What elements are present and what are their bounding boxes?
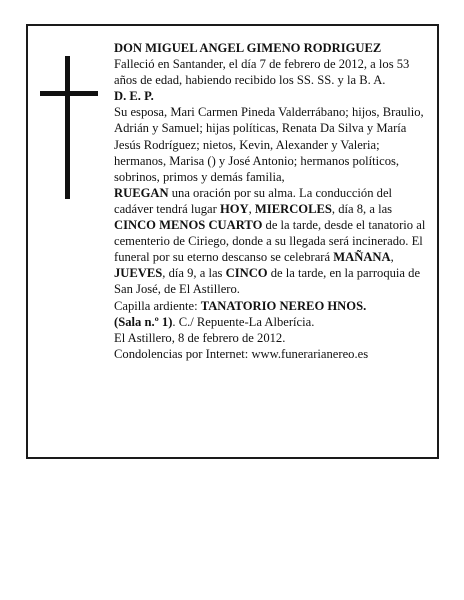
dep-line: D. E. P. <box>114 89 154 104</box>
prayer-manana: MAÑANA <box>333 250 391 265</box>
deceased-name: DON MIGUEL ANGEL GIMENO RODRIGUEZ <box>114 41 382 55</box>
prayer-paragraph <box>114 185 430 298</box>
prayer-time-1: CINCO MENOS CUARTO <box>114 218 263 233</box>
condolences-line: Condolencias por Internet: www.funerarianereo.es <box>114 346 369 361</box>
prayer-ruegan: RUEGAN <box>114 185 169 200</box>
prayer-text-7: de la tarde, en la parroquia de San José, de El Astillero. <box>114 266 421 297</box>
prayer-hoy: HOY <box>219 201 249 216</box>
obituary-notice <box>26 24 439 459</box>
prayer-miercoles: MIERCOLES <box>254 201 332 216</box>
prayer-text-2: , <box>248 201 255 216</box>
prayer-text-6: , día 9, a las <box>162 266 226 281</box>
cross-icon <box>40 56 98 199</box>
chapel-room: (Sala n.º 1) <box>114 314 173 329</box>
date-line: El Astillero, 8 de febrero de 2012. <box>114 330 286 345</box>
prayer-text-1: una oración por su alma. La conducción del cadáver tendrá lugar <box>114 185 393 216</box>
chapel-place: TANATORIO NEREO HNOS. <box>200 298 367 313</box>
prayer-text-4: de la tarde, desde el tanatorio al cementerio de Ciriego, donde a su llegada será incinerado. El funeral por su eterno descanso se celebrará <box>114 218 426 265</box>
chapel-label: Capilla ardiente: <box>114 298 201 313</box>
prayer-text-3: , día 8, a las <box>331 201 393 216</box>
prayer-text-5: , <box>390 250 394 265</box>
chapel-line <box>114 298 430 330</box>
family-paragraph: Su esposa, Mari Carmen Pineda Valderrábano; hijos, Braulio, Adrián y Samuel; hijas políticas, Renata Da Silva y María Jesús Rodríguez; nietos, Kevin, Alexander y Valeria; hermanos, Marisa () y José Antonio; hermanos políticos, sobrinos, primos y demás familia, <box>114 105 424 184</box>
death-line: Falleció en Santander, el día 7 de febrero de 2012, a los 53 años de edad, habiendo recibido los SS. SS. y la B. A. <box>114 57 410 88</box>
notice-text <box>114 40 430 362</box>
cross-vertical-bar <box>65 56 70 199</box>
prayer-time-2: CINCO <box>225 266 268 281</box>
prayer-jueves: JUEVES <box>114 266 163 281</box>
cross-horizontal-bar <box>40 91 98 96</box>
chapel-address: . C./ Repuente-La Alberícia. <box>172 314 315 329</box>
